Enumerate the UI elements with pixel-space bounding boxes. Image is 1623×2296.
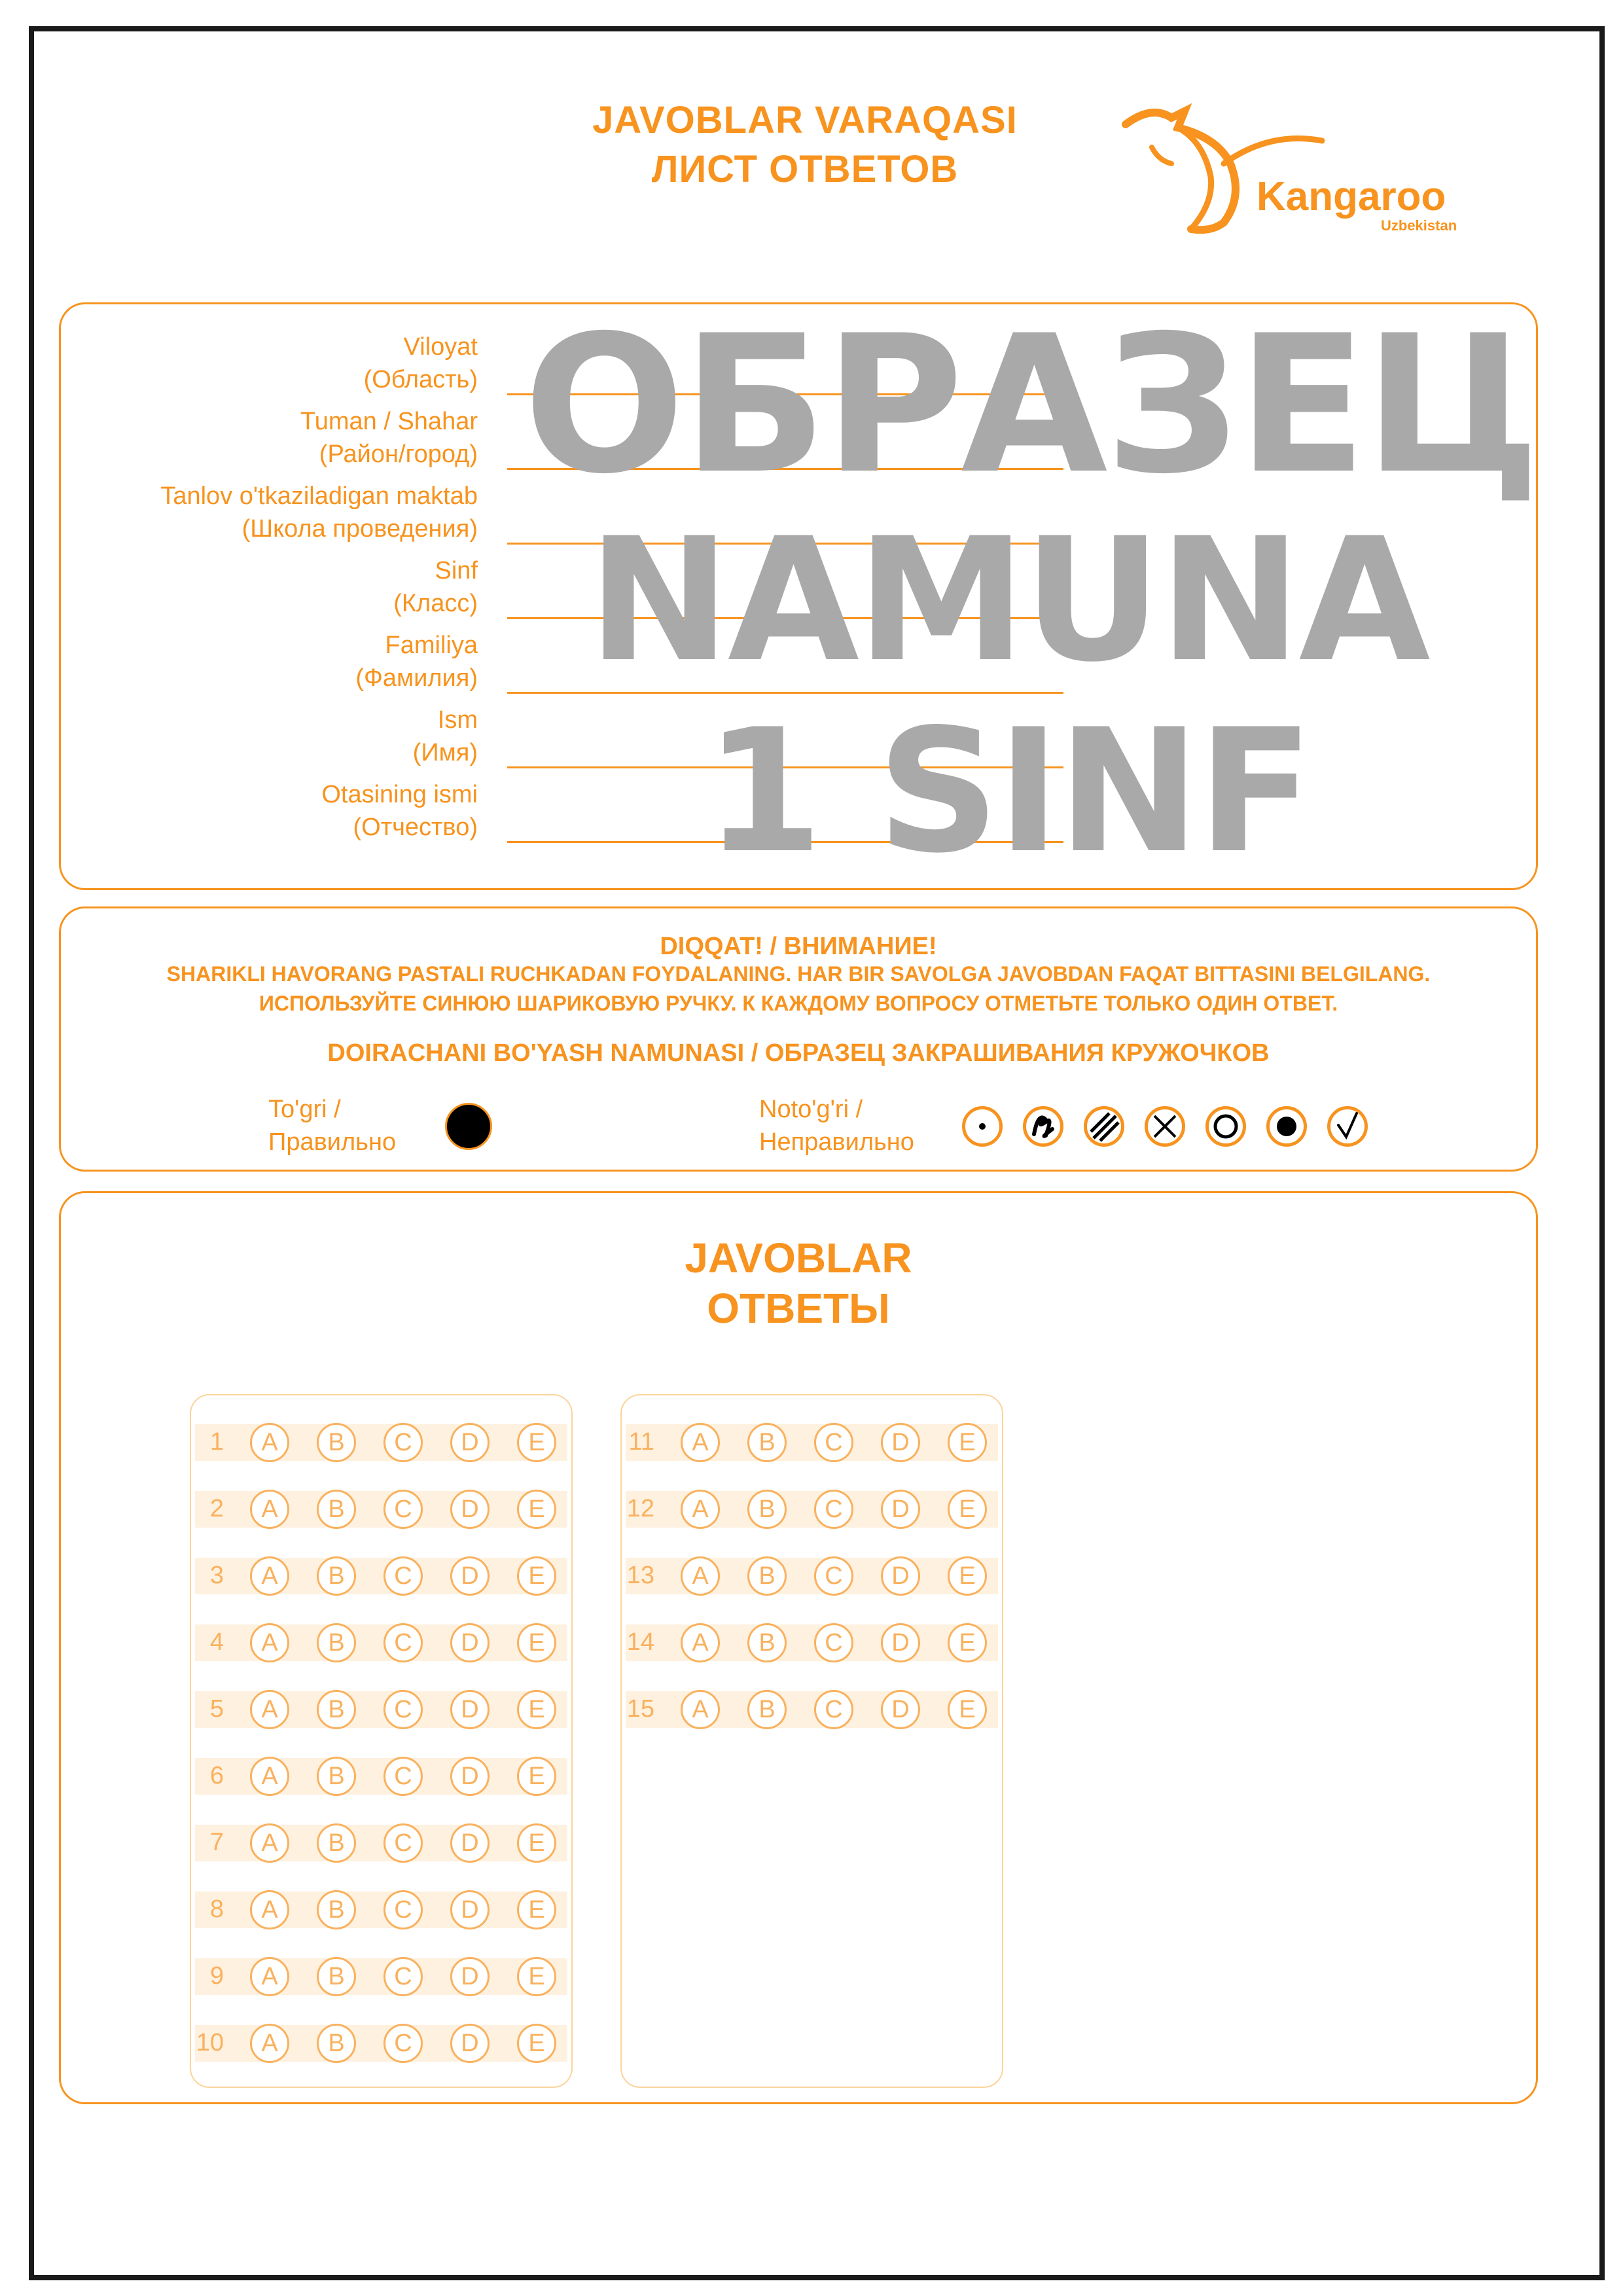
empty-ring-icon	[1205, 1106, 1246, 1147]
answer-bubble-b[interactable]: B	[317, 2024, 356, 2063]
answer-bubble-e[interactable]: E	[517, 1890, 556, 1929]
answer-bubble-b[interactable]: B	[747, 1623, 787, 1662]
answer-bubble-a[interactable]: A	[681, 1556, 720, 1596]
field-label-ru: (Область)	[363, 366, 478, 393]
answer-row	[620, 1686, 1003, 1733]
wrong-label-ru: Неправильно	[759, 1128, 914, 1156]
answer-row	[620, 1486, 1003, 1533]
notice-line-ru: ИСПОЛЬЗУЙТЕ СИНЮЮ ШАРИКОВУЮ РУЧКУ. К КАЖДОМУ ВОПРОСУ ОТМЕТЬТЕ ТОЛЬКО ОДИН ОТВЕТ.	[259, 992, 1338, 1015]
answer-bubble-e[interactable]: E	[517, 1757, 556, 1796]
answer-bubble-e[interactable]: E	[948, 1623, 987, 1662]
field-label-uz: Sinf	[435, 557, 478, 584]
answer-bubble-b[interactable]: B	[317, 1957, 356, 1996]
answers-title-ru: ОТВЕТЫ	[707, 1285, 890, 1332]
field-label-uz: Tanlov o'tkaziladigan maktab	[160, 482, 478, 510]
sample-heading: DOIRACHANI BO'YASH NAMUNASI / ОБРАЗЕЦ ЗАКРАШИВАНИЯ КРУЖОЧКОВ	[327, 1039, 1270, 1067]
answer-bubble-b[interactable]: B	[747, 1690, 787, 1729]
watermark-line-1: ОБРАЗЕЦ	[524, 295, 1538, 516]
answer-bubble-b[interactable]: B	[747, 1423, 787, 1462]
answer-bubble-e[interactable]: E	[517, 1423, 556, 1462]
answer-bubble-c[interactable]: C	[814, 1690, 853, 1729]
answer-bubble-e[interactable]: E	[948, 1423, 987, 1462]
scribble-icon	[1023, 1106, 1063, 1147]
question-number: 11	[628, 1428, 654, 1456]
answer-row	[190, 1686, 573, 1733]
question-number: 7	[209, 1829, 224, 1856]
answer-bubble-d[interactable]: D	[881, 1490, 920, 1529]
answer-bubble-d[interactable]: D	[450, 1957, 490, 1996]
wrong-label-uz: Noto'g'ri /	[759, 1096, 863, 1123]
answer-bubble-a[interactable]: A	[250, 1423, 289, 1462]
question-number: 5	[209, 1695, 224, 1723]
answer-bubble-b[interactable]: B	[317, 1490, 356, 1529]
checkmark-icon	[1327, 1106, 1368, 1147]
answer-row	[190, 1886, 573, 1933]
answer-bubble-d[interactable]: D	[450, 1623, 490, 1662]
answer-bubble-b[interactable]: B	[317, 1890, 356, 1929]
answer-row	[190, 1820, 573, 1867]
answer-row	[190, 2020, 573, 2067]
answer-bubble-a[interactable]: A	[250, 1957, 289, 1996]
answer-bubble-d[interactable]: D	[450, 1757, 490, 1796]
question-number: 8	[209, 1895, 224, 1923]
field-label-ru: (Фамилия)	[355, 664, 478, 692]
answer-bubble-a[interactable]: A	[250, 1556, 289, 1596]
correct-example-icon	[445, 1103, 492, 1150]
answer-bubble-d[interactable]: D	[450, 1423, 490, 1462]
hatched-icon	[1084, 1106, 1124, 1147]
answer-bubble-e[interactable]: E	[517, 1623, 556, 1662]
answer-bubble-c[interactable]: C	[383, 1890, 423, 1929]
answer-row	[190, 1753, 573, 1800]
logo-sub: Uzbekistan	[1381, 217, 1457, 234]
field-label-ru: (Район/город)	[319, 440, 478, 468]
answer-bubble-d[interactable]: D	[881, 1623, 920, 1662]
answer-bubble-a[interactable]: A	[250, 2024, 289, 2063]
answer-bubble-b[interactable]: B	[747, 1556, 787, 1596]
question-number: 12	[626, 1495, 654, 1522]
answer-bubble-c[interactable]: C	[383, 1957, 423, 1996]
answer-row	[620, 1619, 1003, 1666]
field-label-ru: (Отчество)	[353, 814, 478, 841]
answer-bubble-c[interactable]: C	[383, 1757, 423, 1796]
logo-name: Kangaroo	[1257, 174, 1446, 219]
answer-bubble-a[interactable]: A	[681, 1623, 720, 1662]
field-label-ru: (Школа проведения)	[241, 515, 478, 543]
answer-bubble-a[interactable]: A	[681, 1490, 720, 1529]
field-label-uz: Tuman / Shahar	[300, 408, 478, 435]
answer-bubble-b[interactable]: B	[317, 1757, 356, 1796]
question-number: 15	[626, 1695, 654, 1723]
question-number: 1	[209, 1428, 224, 1456]
question-number: 10	[196, 2029, 224, 2056]
question-number: 2	[209, 1495, 224, 1522]
dot-icon	[962, 1106, 1003, 1147]
watermark-line-2: NAMUNA	[588, 502, 1428, 700]
answer-bubble-d[interactable]: D	[450, 1890, 490, 1929]
notice-line-uz: SHARIKLI HAVORANG PASTALI RUCHKADAN FOYDALANING. HAR BIR SAVOLGA JAVOBDAN FAQAT BITTASINI BELGILANG.	[166, 962, 1431, 986]
answer-bubble-a[interactable]: A	[250, 1490, 289, 1529]
field-label-uz: Ism	[437, 706, 478, 734]
title-uz: JAVOBLAR VARAQASI	[592, 99, 1018, 141]
answer-bubble-c[interactable]: C	[383, 1423, 423, 1462]
field-label-ru: (Класс)	[393, 590, 478, 617]
answer-bubble-a[interactable]: A	[250, 1757, 289, 1796]
correct-label-ru: Правильно	[268, 1128, 397, 1156]
answers-title-uz: JAVOBLAR	[685, 1234, 912, 1282]
title-ru: ЛИСТ ОТВЕТОВ	[651, 148, 959, 190]
answer-row	[190, 1419, 573, 1466]
answer-bubble-e[interactable]: E	[517, 1490, 556, 1529]
watermark-line-3: 1 SINF	[704, 693, 1311, 891]
answer-bubble-e[interactable]: E	[948, 1490, 987, 1529]
answer-bubble-e[interactable]: E	[948, 1690, 987, 1729]
question-number: 13	[626, 1562, 654, 1589]
answer-bubble-c[interactable]: C	[814, 1490, 853, 1529]
answer-bubble-a[interactable]: A	[250, 1823, 289, 1863]
answer-bubble-d[interactable]: D	[450, 1823, 490, 1863]
answer-row	[620, 1419, 1003, 1466]
answer-bubble-d[interactable]: D	[881, 1690, 920, 1729]
answer-bubble-e[interactable]: E	[517, 1556, 556, 1596]
answer-bubble-c[interactable]: C	[814, 1556, 853, 1596]
question-number: 3	[209, 1562, 224, 1589]
answer-bubble-d[interactable]: D	[881, 1423, 920, 1462]
answer-bubble-c[interactable]: C	[814, 1423, 853, 1462]
answer-bubble-b[interactable]: B	[317, 1423, 356, 1462]
question-number: 6	[209, 1762, 224, 1789]
answer-bubble-e[interactable]: E	[948, 1556, 987, 1596]
field-label-ru: (Имя)	[412, 739, 478, 766]
answer-bubble-b[interactable]: B	[317, 1690, 356, 1729]
answer-row	[190, 1953, 573, 2000]
answer-bubble-c[interactable]: C	[383, 1490, 423, 1529]
answer-bubble-b[interactable]: B	[317, 1823, 356, 1863]
answer-bubble-b[interactable]: B	[747, 1490, 787, 1529]
answer-bubble-a[interactable]: A	[681, 1690, 720, 1729]
answer-bubble-e[interactable]: E	[517, 2024, 556, 2063]
answer-bubble-c[interactable]: C	[383, 1623, 423, 1662]
answer-row	[190, 1486, 573, 1533]
answer-bubble-a[interactable]: A	[250, 1623, 289, 1662]
field-label-uz: Familiya	[385, 632, 478, 659]
answer-bubble-d[interactable]: D	[450, 1490, 490, 1529]
kangaroo-logo	[1113, 98, 1479, 236]
cross-icon	[1145, 1106, 1185, 1147]
small-fill-icon	[1266, 1106, 1307, 1147]
answer-row	[190, 1552, 573, 1600]
field-label-uz: Viloyat	[403, 333, 478, 361]
answer-bubble-d[interactable]: D	[450, 2024, 490, 2063]
answer-bubble-c[interactable]: C	[814, 1623, 853, 1662]
answer-bubble-b[interactable]: B	[317, 1623, 356, 1662]
answer-bubble-d[interactable]: D	[881, 1556, 920, 1596]
answer-bubble-d[interactable]: D	[450, 1690, 490, 1729]
question-number: 9	[209, 1962, 224, 1990]
answer-bubble-e[interactable]: E	[517, 1957, 556, 1996]
answer-bubble-a[interactable]: A	[250, 1690, 289, 1729]
question-number: 4	[209, 1628, 224, 1656]
field-label-uz: Otasining ismi	[321, 781, 478, 808]
answer-bubble-e[interactable]: E	[517, 1690, 556, 1729]
answer-row	[190, 1619, 573, 1666]
answer-bubble-e[interactable]: E	[517, 1823, 556, 1863]
correct-label-uz: To'gri /	[268, 1096, 341, 1123]
answer-bubble-b[interactable]: B	[317, 1556, 356, 1596]
question-number: 14	[626, 1628, 654, 1656]
answer-bubble-a[interactable]: A	[681, 1423, 720, 1462]
answer-bubble-c[interactable]: C	[383, 2024, 423, 2063]
answer-row	[620, 1552, 1003, 1600]
answer-bubble-c[interactable]: C	[383, 1556, 423, 1596]
notice-heading: DIQQAT! / ВНИМАНИЕ!	[660, 933, 937, 960]
answer-bubble-d[interactable]: D	[450, 1556, 490, 1596]
answer-bubble-a[interactable]: A	[250, 1890, 289, 1929]
answer-bubble-c[interactable]: C	[383, 1823, 423, 1863]
answer-bubble-c[interactable]: C	[383, 1690, 423, 1729]
